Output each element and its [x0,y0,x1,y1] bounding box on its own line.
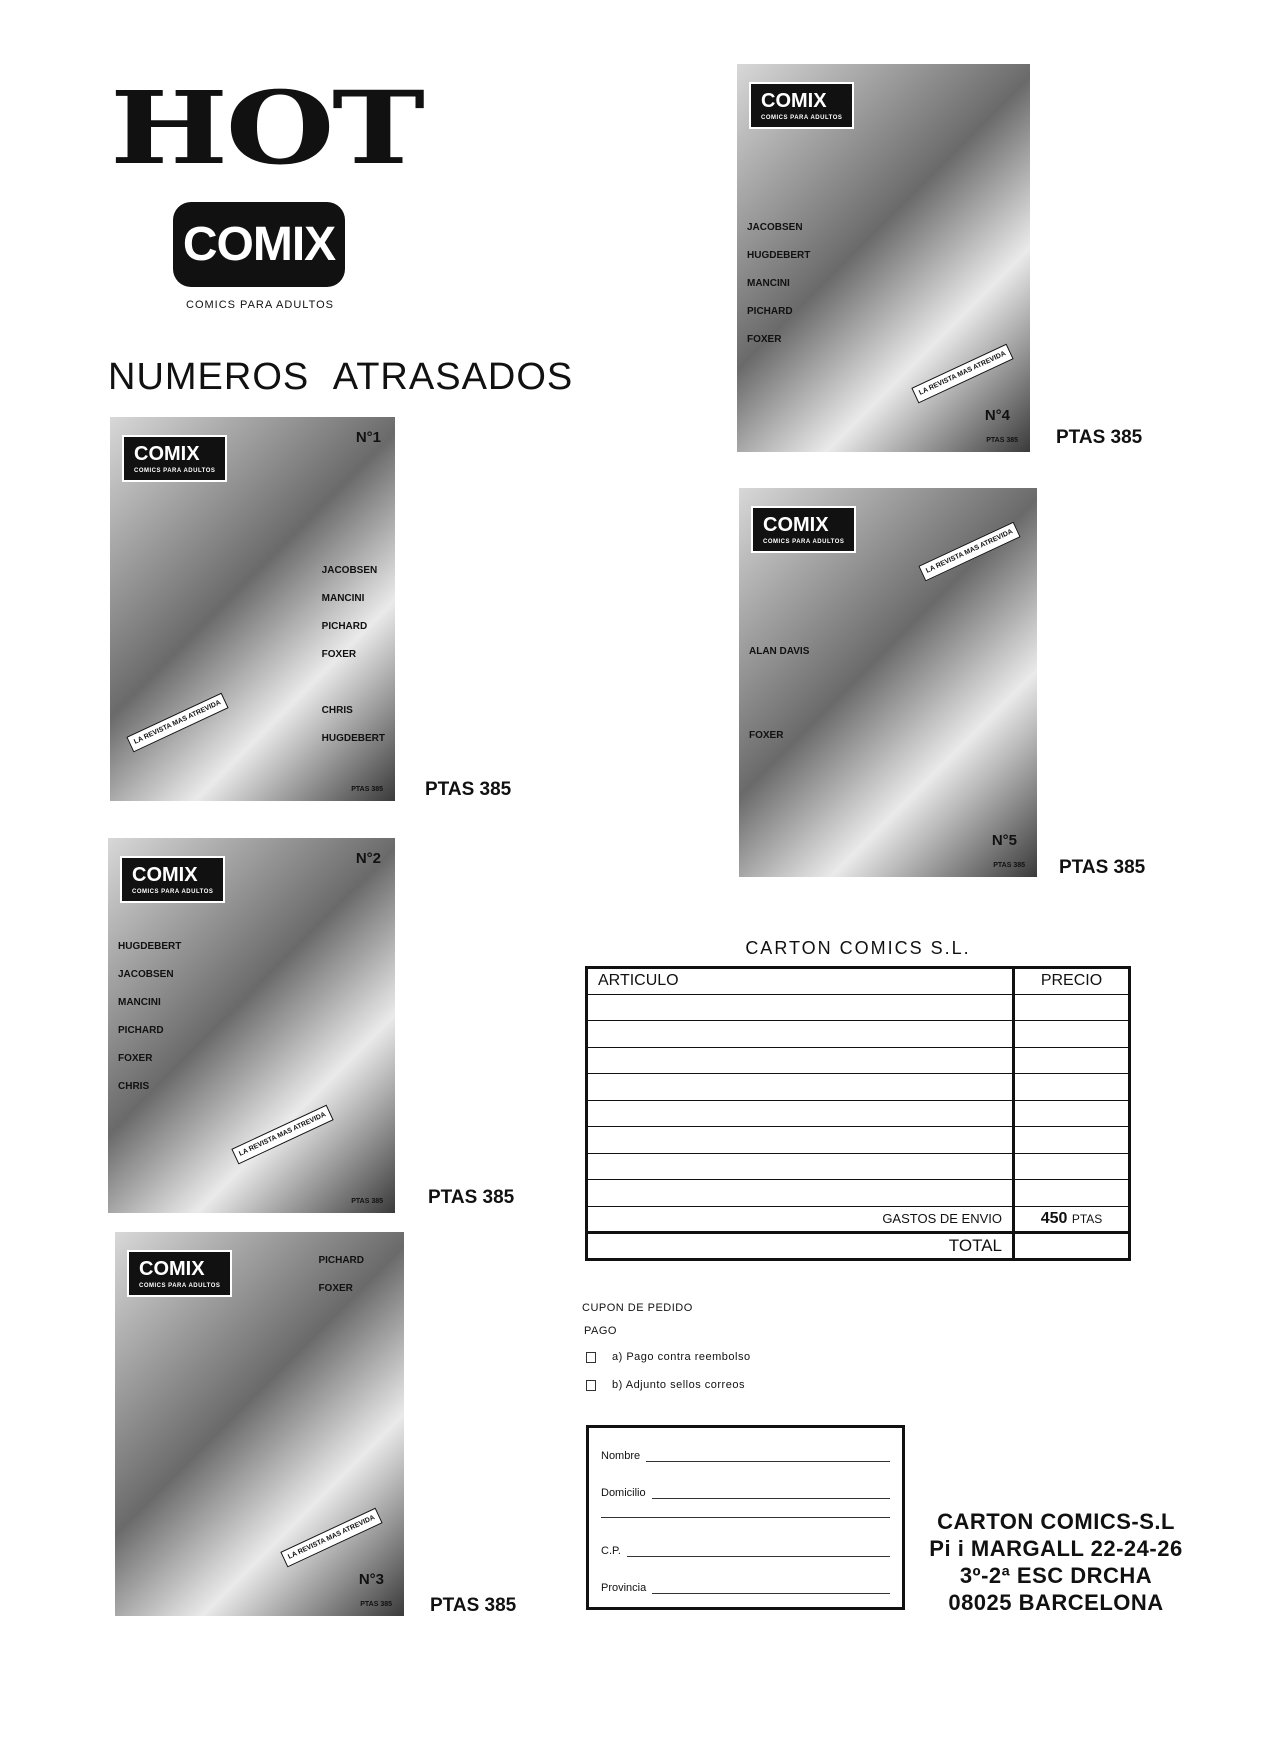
issue-price: PTAS 385 [1059,857,1146,878]
comix-badge: COMIX COMICS PARA ADULTOS [749,82,854,129]
author-name [749,694,809,722]
issue-price: PTAS 385 [430,1595,517,1616]
payment-label: PAGO [584,1325,617,1337]
address-field[interactable]: Domicilio [601,1487,890,1499]
total-label: TOTAL [948,1235,1002,1255]
author-name: PICHARD [747,306,793,317]
author-name: MANCINI [321,593,365,604]
shipping-value: 450 PTAS [1014,1206,1130,1233]
burst-label: LA REVISTA MAS ATREVIDA [126,693,228,753]
comix-logo: COMIX [173,202,345,287]
cover-price: PTAS 385 [351,786,383,793]
author-name: FOXER [747,334,782,345]
author-name: JACOBSEN [747,222,803,233]
author-name: ALAN DAVIS [749,646,810,657]
author-list [749,638,809,750]
cover-price: PTAS 385 [360,1601,392,1608]
table-row [587,1100,1130,1127]
checkbox[interactable] [586,1352,596,1363]
issue-number: N°2 [355,850,381,867]
author-name: JACOBSEN [118,969,174,980]
burst-label: LA REVISTA MAS ATREVIDA [280,1508,382,1568]
page-title: NUMEROS ATRASADOS [108,356,574,398]
author-name: PICHARD [318,1255,364,1266]
burst-label: LA REVISTA MAS ATREVIDA [918,522,1020,582]
table-row [587,1074,1130,1101]
province-field[interactable]: Provincia [601,1582,890,1594]
cover-issue-2 [108,838,395,1213]
issue-number: N°5 [991,832,1017,849]
author-name: FOXER [318,1283,353,1294]
author-name: MANCINI [747,278,790,289]
checkbox[interactable] [586,1380,596,1391]
author-name: HUGDEBERT [118,941,182,952]
coupon-title: CUPON DE PEDIDO [582,1302,693,1314]
comix-badge: COMIX COMICS PARA ADULTOS [751,506,856,553]
author-name: CHRIS [321,705,353,716]
author-name: HUGDEBERT [321,733,385,744]
burst-label: LA REVISTA MAS ATREVIDA [911,344,1013,404]
issue-number: N°3 [358,1571,384,1588]
tagline: COMICS PARA ADULTOS [186,299,334,311]
order-table [585,966,1131,1261]
table-row [587,994,1130,1021]
total-value[interactable] [1014,1233,1130,1260]
comix-badge: COMIX COMICS PARA ADULTOS [127,1250,232,1297]
author-list [118,933,181,1101]
cover-issue-4 [737,64,1030,452]
author-name: FOXER [321,649,357,660]
shipping-label: GASTOS DE ENVIO [587,1206,1014,1233]
author-name [322,669,385,697]
author-name: CHRIS [118,1081,150,1092]
author-name: JACOBSEN [321,565,378,576]
option-a[interactable]: a) Pago contra reembolso [586,1351,751,1363]
table-row [587,1180,1130,1207]
order-company: CARTON COMICS S.L. [745,938,971,958]
author-name: HUGDEBERT [747,250,811,261]
cover-issue-3 [115,1232,404,1616]
issue-price: PTAS 385 [425,779,512,800]
issue-number: N°4 [984,407,1010,424]
author-name: PICHARD [118,1025,164,1036]
cp-field[interactable]: C.P. [601,1545,890,1557]
author-name: PICHARD [321,621,368,632]
hot-logo: HOT [110,69,423,187]
col-article: ARTICULO [587,968,1014,995]
table-row [587,1127,1130,1154]
cover-issue-5 [739,488,1037,877]
option-b[interactable]: b) Adjunto sellos correos [586,1379,745,1391]
issue-number: N°1 [355,429,381,446]
issue-price: PTAS 385 [1056,427,1143,448]
address-form [586,1425,905,1610]
author-list [318,1247,364,1303]
cover-price: PTAS 385 [351,1198,383,1205]
table-row [587,1047,1130,1074]
comix-badge: COMIX COMICS PARA ADULTOS [122,435,227,482]
name-field[interactable]: Nombre [601,1450,890,1462]
author-list [747,214,810,354]
cover-issue-1 [110,417,395,801]
col-price: PRECIO [1014,968,1130,995]
cover-price: PTAS 385 [993,862,1025,869]
author-name: FOXER [749,730,784,741]
table-row [587,1153,1130,1180]
address-line-2[interactable] [601,1517,890,1518]
company-address: CARTON COMICS-S.L Pi i MARGALL 22-24-26 3º-2ª ESC DRCHA 08025 BARCELONA [929,1509,1183,1615]
author-name: MANCINI [118,997,161,1008]
author-name [749,666,809,694]
comix-badge: COMIX COMICS PARA ADULTOS [120,856,225,903]
table-row [587,1021,1130,1048]
burst-label: LA REVISTA MAS ATREVIDA [231,1105,333,1165]
author-name: FOXER [118,1053,153,1064]
issue-price: PTAS 385 [428,1187,515,1208]
cover-price: PTAS 385 [986,437,1018,444]
author-list [322,557,385,753]
